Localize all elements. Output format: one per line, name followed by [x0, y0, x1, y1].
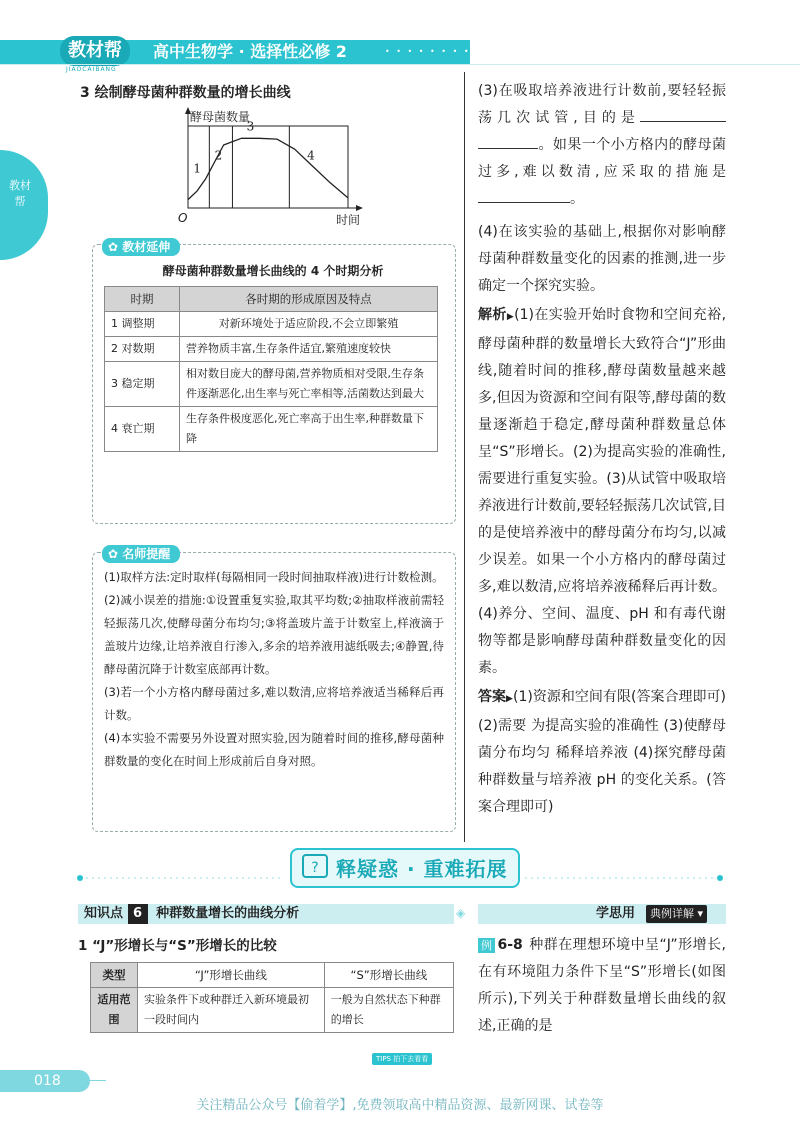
- answer-label: 答案: [478, 689, 507, 705]
- header-divider: [0, 64, 800, 65]
- extension-tag: [102, 236, 180, 255]
- answer-blank: [640, 107, 726, 122]
- phase-label: 2: [214, 148, 223, 163]
- knowledge-heading: 知识点 6 种群数量增长的曲线分析: [84, 904, 299, 924]
- tip-item: (1)取样方法:定时取样(每隔相同一段时间抽取样液)进行计数检测。: [104, 570, 444, 584]
- table-cell: 2 对数期: [105, 337, 180, 362]
- tip-item: (3)若一个小方格内酵母菌过多,难以数清,应将培养液适当稀释后再计数。: [104, 685, 444, 722]
- comparison-header: “S”形增长曲线: [324, 963, 453, 988]
- table-cell: 相对数目庞大的酵母菌,营养物质相对受限,生存条件逐渐恶化,出生率与死亡率相等,活菌数达到最大: [180, 362, 438, 407]
- tip-item: (2)减小误差的措施:①设置重复实验,取其平均数;②抽取样液前需轻轻振荡几次,使酵母菌分布均匀;③将盖玻片盖于计数室上,样液滴于盖玻片边缘,让培养液自行渗入,多余的培养液用滤纸吸去;④静置,待酵母菌沉降于计数室底部再计数。: [104, 593, 444, 676]
- phase-table-header: 时期: [105, 287, 180, 312]
- bulb-icon: ✿: [108, 547, 123, 561]
- tips-tag-small: TIPS 拍下去看看: [372, 1053, 432, 1065]
- knowledge-number: 6: [128, 904, 148, 924]
- triangle-icon: ▶: [506, 312, 515, 322]
- table-row: [105, 312, 438, 337]
- question-3: (3)在吸取培养液进行计数前,要轻轻振荡几次试管,目的是。如果一个小方格内的酵母菌过多,难以数清,应采取的措施是。: [478, 83, 726, 207]
- question-mark-icon: ?: [302, 854, 328, 878]
- origin-label: O: [178, 211, 188, 225]
- dropdown-triangle-icon: ▾: [697, 907, 704, 920]
- extension-title: 酵母菌种群数量增长曲线的 4 个时期分析: [162, 264, 384, 278]
- x-axis-arrow: [356, 205, 363, 211]
- bulb-icon: ✿: [108, 240, 123, 254]
- table-row: [105, 362, 438, 407]
- diamond-icon: ◈: [456, 906, 466, 920]
- table-cell: 生存条件极度恶化,死亡率高于出生率,种群数量下降: [180, 407, 438, 452]
- book-title: 高中生物学 · 选择性必修 2: [153, 42, 347, 61]
- phase-table: [104, 286, 438, 452]
- phase-table-header: 各时期的形成原因及特点: [180, 287, 438, 312]
- table-row: [105, 337, 438, 362]
- comparison-table: [90, 962, 454, 1033]
- comparison-header: “J”形增长曲线: [138, 963, 325, 988]
- answer: 答案▶(1)资源和空间有限(答案合理即可) (2)需要 为提高实验的准确性 (3)使酵母菌分布均匀 稀释培养液 (4)探究酵母菌种群数量与培养液 pH 的变化关系。(答案合理即可): [478, 689, 727, 815]
- answer-blank: [478, 188, 570, 203]
- brand-subtext: JIAOCAIBANG: [66, 66, 117, 73]
- table-cell: 营养物质丰富,生存条件适宜,繁殖速度较快: [180, 337, 438, 362]
- section-heading: 3 绘制酵母菌种群数量的增长曲线: [80, 85, 291, 101]
- table-row: [105, 407, 438, 452]
- subsection-heading: 1 “J”形增长与“S”形增长的比较: [78, 938, 277, 954]
- table-cell: 4 衰亡期: [105, 407, 180, 452]
- banner-title: 释疑惑 · 重难拓展: [336, 857, 508, 881]
- tip-item: (4)本实验不需要另外设置对照实验,因为随着时间的推移,酵母菌种群数量的变化在时间上形成前后自身对照。: [104, 731, 444, 768]
- example-tag: 典例详解 ▾: [646, 905, 707, 923]
- side-tab-label: 教材帮: [9, 179, 31, 208]
- table-cell: 3 稳定期: [105, 362, 180, 407]
- page-number: 018: [34, 1073, 61, 1089]
- comparison-header: 类型: [91, 963, 138, 988]
- phase-label: 1: [193, 161, 201, 176]
- brand-logo: 教材帮: [60, 36, 130, 66]
- tips-content: [104, 566, 444, 773]
- yeast-growth-chart: [178, 104, 378, 228]
- extension-tag-label: 教材延伸: [122, 240, 171, 254]
- example-question: 例 6-8 种群在理想环境中呈“J”形增长,在有环境阻力条件下呈“S”形增长(如图所示),下列关于种群数量增长曲线的叙述,正确的是: [478, 937, 727, 1034]
- example-badge: 例: [478, 938, 495, 953]
- x-axis-label: 时间: [336, 213, 361, 227]
- phase-label: 4: [307, 148, 315, 163]
- column-divider: [464, 72, 465, 842]
- question-4: (4)在该实验的基础上,根据你对影响酵母菌种群数量变化的因素的推测,进一步确定一个探究实验。: [478, 224, 726, 294]
- table-cell: 1 调整期: [105, 312, 180, 337]
- phase-label: 3: [246, 119, 255, 134]
- analysis: 解析▶(1)在实验开始时食物和空间充裕,酵母菌种群的数量增长大致符合“J”形曲线,随着时间的推移,酵母菌数量越来越多,但因为资源和空间有限等,酵母菌的数量逐渐趋于稳定,酵母菌种群数量总体呈“S”形增长。(2)为提高实验的准确性,需要进行重复实验。(3)从试管中吸取培养液进行计数前,要轻轻振荡几次试管,目的是使培养液中的酵母菌分布均匀,以减少误差。如果一个小方格内的酵母菌过多,难以数清,应将培养液稀释后再计数。(4)养分、空间、温度、pH 和有毒代谢物等都是影响酵母菌种群数量变化的因素。: [478, 307, 727, 676]
- analysis-label: 解析: [478, 307, 507, 323]
- table-cell: 对新环境处于适应阶段,不会立即繁殖: [180, 312, 438, 337]
- triangle-icon: ▶: [506, 694, 513, 704]
- footer-notice: 关注精品公众号【偷着学】,免费领取高中精品资源、最新网课、试卷等: [196, 1098, 604, 1113]
- right-column: [478, 78, 726, 821]
- table-cell: 适用范围: [91, 988, 138, 1033]
- example-number: 6-8: [497, 937, 523, 953]
- study-label: 学思用: [596, 906, 636, 921]
- growth-curve: [188, 138, 348, 199]
- page-number-line: [90, 1080, 106, 1081]
- table-row: [91, 988, 454, 1033]
- table-cell: 一般为自然状态下种群的增长: [324, 988, 453, 1033]
- y-axis-label: 酵母菌数量: [190, 110, 251, 124]
- tips-tag: [102, 543, 180, 562]
- header-dots-decoration: • • • • • • • • • •: [385, 47, 494, 56]
- tips-tag-label: 名师提醒: [122, 547, 171, 561]
- answer-blank: [478, 134, 538, 149]
- table-cell: 实验条件下或种群迁入新环境最初一段时间内: [138, 988, 325, 1033]
